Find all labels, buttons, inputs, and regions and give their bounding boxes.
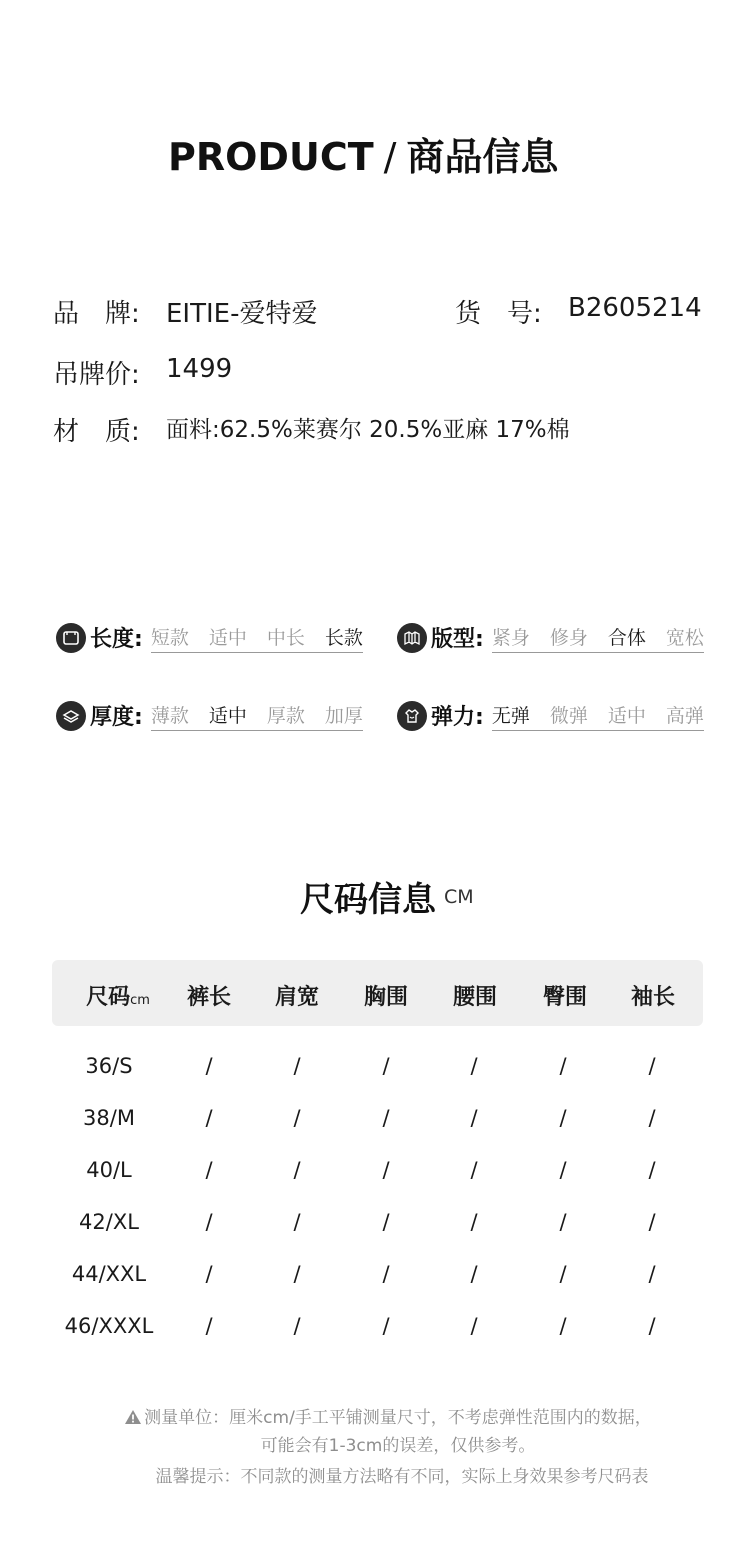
row-size: 44/XXL bbox=[71, 1262, 147, 1286]
header-col-5: 袖长 bbox=[630, 985, 676, 1010]
attr-thickness bbox=[56, 700, 363, 731]
option-length-0: 短款 bbox=[150, 626, 189, 649]
option-thickness-3: 加厚 bbox=[324, 704, 363, 727]
fit-icon bbox=[397, 623, 427, 653]
note-line-1-text: 测量单位：厘米cm/手工平铺测量尺寸，不考虑弹性范围内的数据， bbox=[144, 1408, 652, 1428]
note-line-3: 温馨提示：不同款的测量方法略有不同，实际上身效果参考尺码表 bbox=[155, 1467, 649, 1487]
option-fit-2: 合体 bbox=[607, 626, 646, 649]
thickness-icon bbox=[56, 701, 86, 731]
attr-fit-options bbox=[492, 623, 704, 653]
table-cell: / bbox=[559, 1158, 567, 1182]
warning-icon bbox=[124, 1409, 142, 1430]
option-fit-1: 修身 bbox=[549, 626, 588, 649]
table-cell: / bbox=[382, 1262, 390, 1286]
table-cell: / bbox=[205, 1210, 213, 1234]
header-col-4: 臀围 bbox=[542, 985, 588, 1010]
material-value: 面料:62.5%莱赛尔 20.5%亚麻 17%棉 bbox=[166, 417, 570, 443]
table-cell: / bbox=[559, 1106, 567, 1130]
size-info-title bbox=[300, 872, 474, 921]
option-length-3: 长款 bbox=[324, 626, 363, 649]
table-row bbox=[0, 1210, 750, 1240]
sku-label: 货 号: bbox=[455, 299, 542, 329]
size-table-header bbox=[52, 960, 703, 1026]
table-cell: / bbox=[648, 1158, 656, 1182]
table-cell: / bbox=[205, 1314, 213, 1338]
page-title-en: PRODUCT bbox=[168, 135, 374, 179]
table-cell: / bbox=[382, 1210, 390, 1234]
table-row bbox=[0, 1158, 750, 1188]
price-value: 1499 bbox=[166, 354, 233, 384]
header-size-text: 尺码 bbox=[86, 985, 131, 1010]
material-label: 材 质: bbox=[53, 417, 140, 447]
size-info-unit: CM bbox=[444, 886, 474, 908]
elasticity-icon bbox=[397, 701, 427, 731]
table-cell: / bbox=[205, 1106, 213, 1130]
sku-value: B2605214 bbox=[568, 293, 702, 323]
option-length-2: 中长 bbox=[266, 626, 305, 649]
header-col-2: 胸围 bbox=[363, 985, 409, 1010]
table-cell: / bbox=[470, 1262, 478, 1286]
table-cell: / bbox=[293, 1210, 301, 1234]
table-cell: / bbox=[205, 1158, 213, 1182]
table-cell: / bbox=[205, 1262, 213, 1286]
option-elasticity-0: 无弹 bbox=[491, 704, 530, 727]
page-title-cn: 商品信息 bbox=[406, 135, 559, 179]
option-thickness-2: 厚款 bbox=[266, 704, 305, 727]
option-length-1: 适中 bbox=[208, 626, 247, 649]
header-col-3: 腰围 bbox=[452, 985, 498, 1010]
option-fit-3: 宽松 bbox=[665, 626, 704, 649]
attr-elasticity bbox=[397, 700, 704, 731]
table-cell: / bbox=[382, 1314, 390, 1338]
table-cell: / bbox=[470, 1314, 478, 1338]
note-line-2: 可能会有1-3cm的误差，仅供参考。 bbox=[260, 1436, 536, 1456]
page-title-separator: / bbox=[383, 135, 397, 179]
table-cell: / bbox=[559, 1314, 567, 1338]
option-elasticity-2: 适中 bbox=[607, 704, 646, 727]
row-size: 46/XXXL bbox=[64, 1314, 154, 1338]
table-cell: / bbox=[559, 1054, 567, 1078]
header-size-unit: cm bbox=[130, 993, 150, 1008]
option-thickness-0: 薄款 bbox=[150, 704, 189, 727]
attr-length bbox=[56, 622, 363, 653]
row-size: 38/M bbox=[83, 1106, 135, 1130]
option-thickness-1: 适中 bbox=[208, 704, 247, 727]
table-cell: / bbox=[382, 1106, 390, 1130]
row-size: 36/S bbox=[85, 1054, 133, 1078]
row-size: 40/L bbox=[86, 1158, 132, 1182]
note-line-1 bbox=[0, 1403, 750, 1430]
table-cell: / bbox=[648, 1210, 656, 1234]
table-cell: / bbox=[382, 1158, 390, 1182]
table-cell: / bbox=[470, 1158, 478, 1182]
header-size bbox=[86, 980, 150, 1011]
attr-thickness-options bbox=[151, 701, 363, 731]
table-row bbox=[0, 1262, 750, 1292]
attr-fit-label: 版型: bbox=[431, 627, 484, 652]
row-size: 42/XL bbox=[79, 1210, 139, 1234]
header-col-0: 裤长 bbox=[186, 985, 232, 1010]
brand-value: EITIE-爱特爱 bbox=[166, 299, 318, 329]
attr-length-label: 长度: bbox=[90, 627, 143, 652]
table-row bbox=[0, 1106, 750, 1136]
price-label: 吊牌价: bbox=[53, 360, 140, 390]
table-cell: / bbox=[470, 1210, 478, 1234]
header-col-1: 肩宽 bbox=[274, 985, 320, 1010]
table-cell: / bbox=[293, 1158, 301, 1182]
table-cell: / bbox=[648, 1106, 656, 1130]
table-row bbox=[0, 1314, 750, 1344]
table-cell: / bbox=[648, 1054, 656, 1078]
attr-elasticity-label: 弹力: bbox=[431, 705, 484, 730]
table-cell: / bbox=[293, 1054, 301, 1078]
length-icon bbox=[56, 623, 86, 653]
table-cell: / bbox=[648, 1262, 656, 1286]
attr-elasticity-options bbox=[492, 701, 704, 731]
page-title bbox=[168, 126, 558, 181]
table-cell: / bbox=[205, 1054, 213, 1078]
attr-fit bbox=[397, 622, 704, 653]
table-cell: / bbox=[559, 1262, 567, 1286]
table-cell: / bbox=[293, 1262, 301, 1286]
table-cell: / bbox=[293, 1314, 301, 1338]
table-cell: / bbox=[293, 1106, 301, 1130]
table-cell: / bbox=[559, 1210, 567, 1234]
table-cell: / bbox=[470, 1054, 478, 1078]
option-elasticity-3: 高弹 bbox=[665, 704, 704, 727]
attr-thickness-label: 厚度: bbox=[90, 705, 143, 730]
option-elasticity-1: 微弹 bbox=[549, 704, 588, 727]
table-cell: / bbox=[470, 1106, 478, 1130]
table-row bbox=[0, 1054, 750, 1084]
attr-length-options bbox=[151, 623, 363, 653]
table-cell: / bbox=[648, 1314, 656, 1338]
table-cell: / bbox=[382, 1054, 390, 1078]
size-info-title-text: 尺码信息 bbox=[300, 880, 436, 920]
option-fit-0: 紧身 bbox=[491, 626, 530, 649]
brand-label: 品 牌: bbox=[53, 299, 140, 329]
